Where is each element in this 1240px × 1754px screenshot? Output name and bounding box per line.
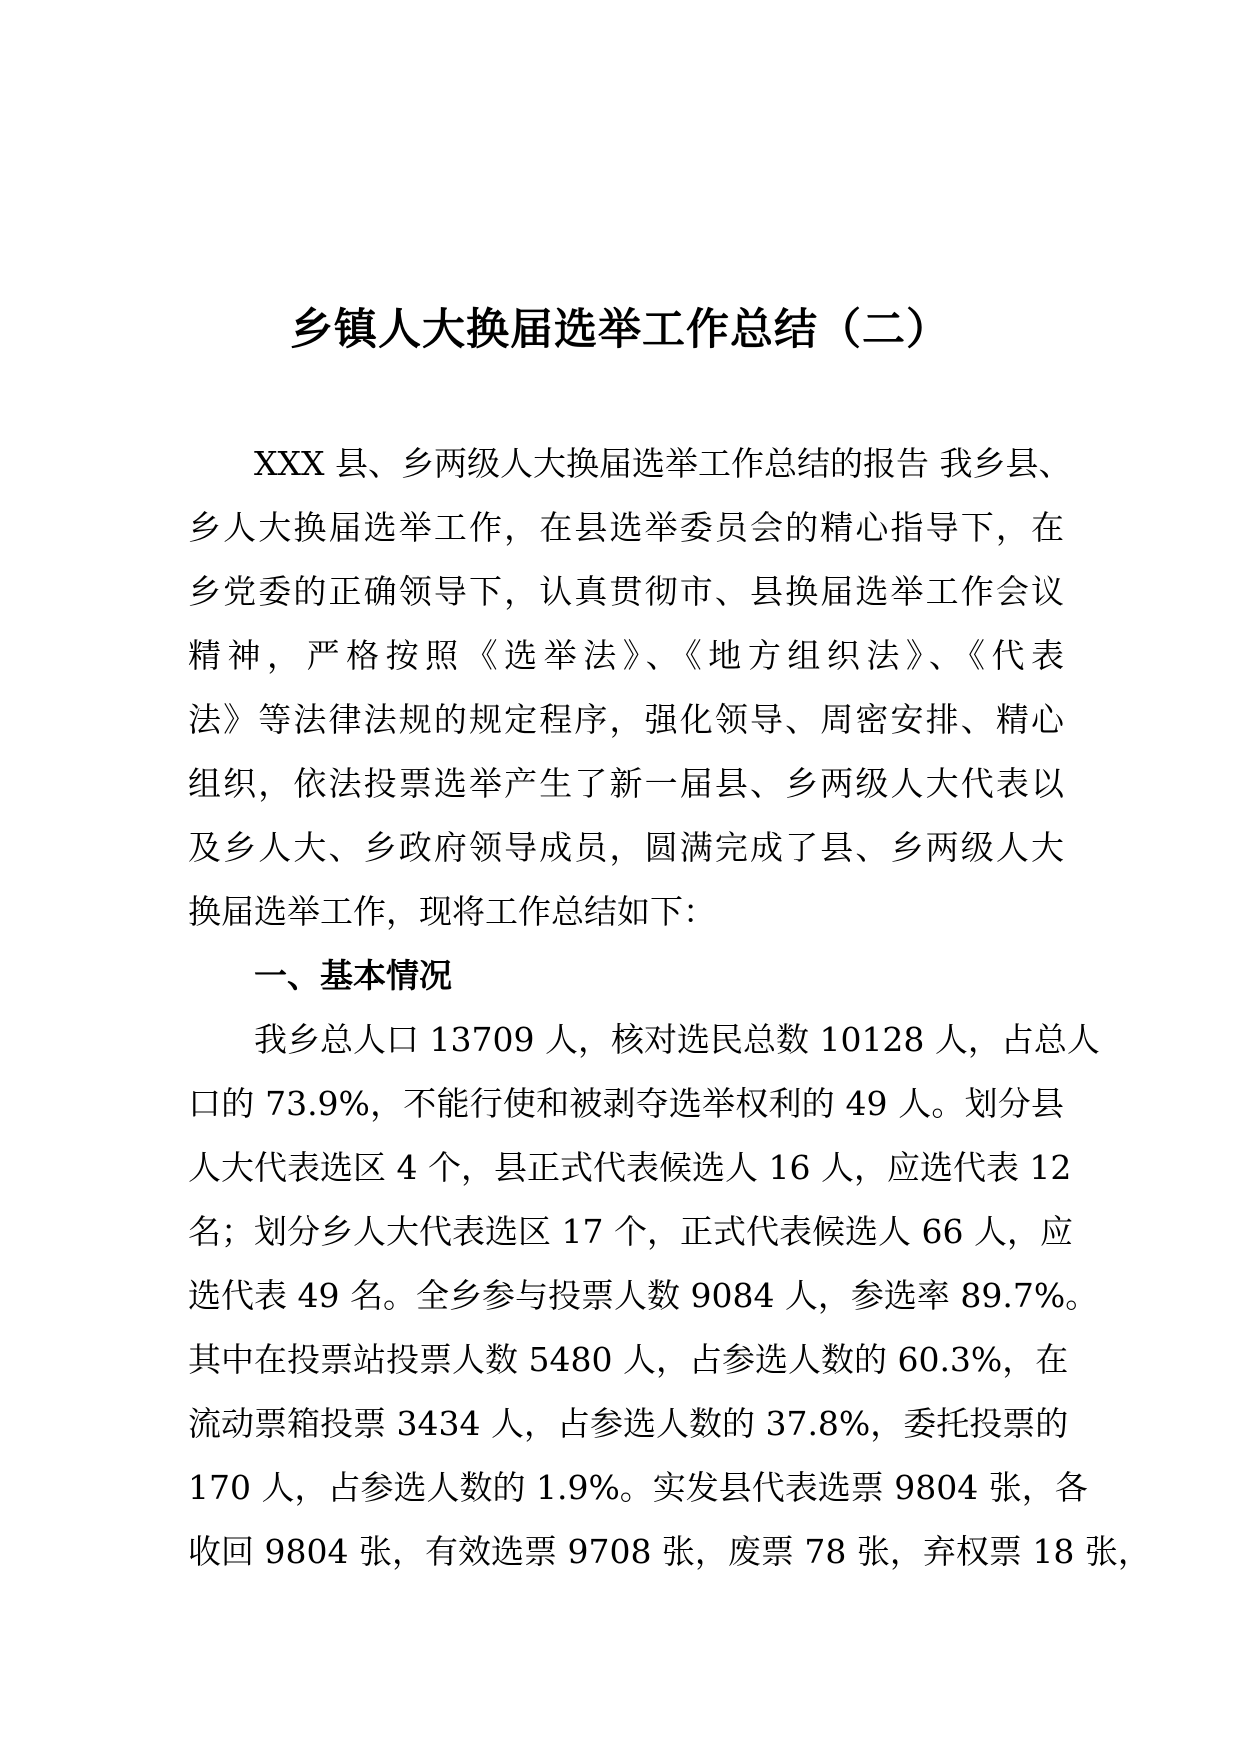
paragraph-2-line: 人大代表选区 4 个，县正式代表候选人 16 人，应选代表 12: [188, 1148, 1072, 1187]
paragraph-2-line: 其中在投票站投票人数 5480 人，占参选人数的 60.3%，在: [188, 1340, 1069, 1379]
paragraph-1-line: 换届选举工作，现将工作总结如下：: [188, 892, 716, 931]
paragraph-1-line: XXX 县、乡两级人大换届选举工作总结的报告 我乡县、: [254, 444, 1072, 483]
paragraph-2-line: 我乡总人口 13709 人，核对选民总数 10128 人，占总人: [254, 1020, 1100, 1059]
document-title: 乡镇人大换届选举工作总结（二）: [290, 305, 950, 355]
paragraph-1-line: 法》等法律法规的规定程序，强化领导、周密安排、精心: [188, 700, 1064, 739]
paragraph-2-line: 选代表 49 名。全乡参与投票人数 9084 人，参选率 89.7%。: [188, 1276, 1099, 1315]
section-heading-basic-situation: 一、基本情况: [254, 956, 452, 995]
paragraph-1-line: 组织，依法投票选举产生了新一届县、乡两级人大代表以: [188, 764, 1064, 803]
paragraph-2-line: 口的 73.9%，不能行使和被剥夺选举权利的 49 人。划分县: [188, 1084, 1064, 1123]
document-body: [188, 432, 1151, 1584]
paragraph-1-line: 乡党委的正确领导下，认真贯彻市、县换届选举工作会议: [188, 572, 1064, 611]
paragraph-2-line: 名；划分乡人大代表选区 17 个，正式代表候选人 66 人，应: [188, 1212, 1073, 1251]
paragraph-1-line: 及乡人大、乡政府领导成员，圆满完成了县、乡两级人大: [188, 828, 1064, 867]
paragraph-2-line: 收回 9804 张，有效选票 9708 张，废票 78 张，弃权票 18 张，: [188, 1532, 1151, 1571]
paragraph-2-line: 170 人，占参选人数的 1.9%。实发县代表选票 9804 张，各: [188, 1468, 1088, 1507]
paragraph-1-line: 乡人大换届选举工作，在县选举委员会的精心指导下，在: [188, 508, 1064, 547]
paragraph-2-line: 流动票箱投票 3434 人，占参选人数的 37.8%，委托投票的: [188, 1404, 1069, 1443]
paragraph-1-line: 精神，严格按照《选举法》、《地方组织法》、《代表: [188, 636, 1064, 675]
